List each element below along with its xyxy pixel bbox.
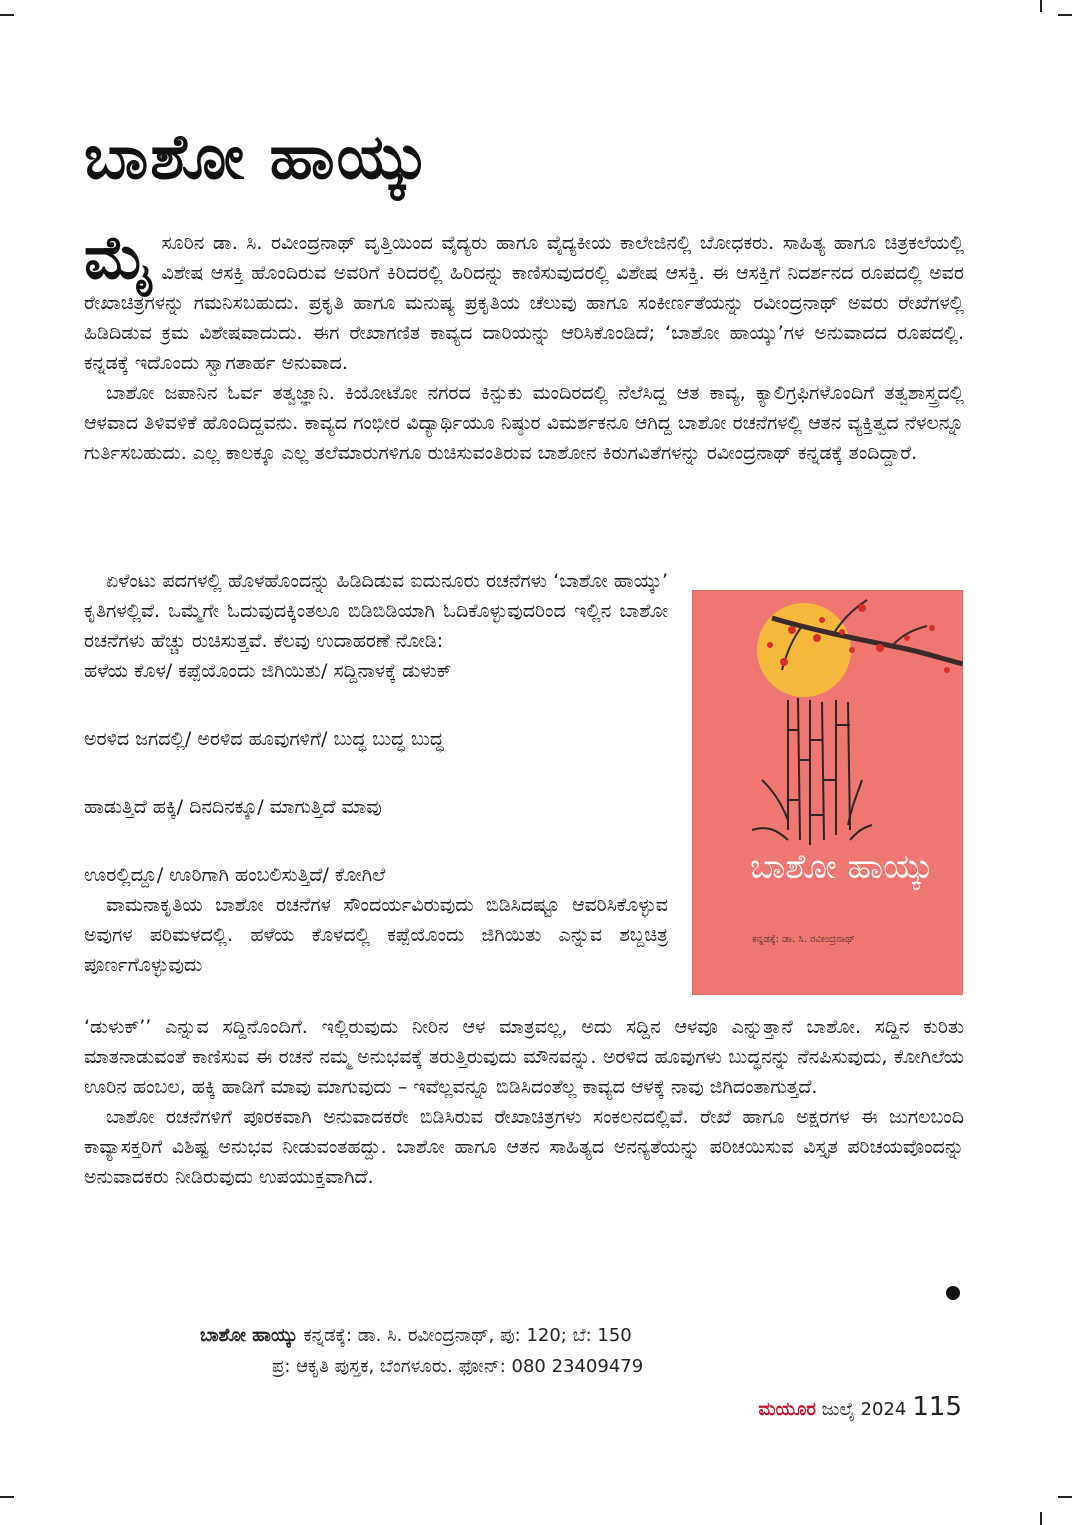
haiku-line: ಹಾಡುತ್ತಿದೆ ಹಕ್ಕಿ/ ದಿನದಿನಕ್ಕೂ/ ಮಾಗುತ್ತಿದೆ ಮಾವು xyxy=(84,796,382,818)
page-number: 115 xyxy=(912,1392,962,1422)
crop-mark xyxy=(0,1496,14,1498)
crop-mark xyxy=(1040,0,1042,12)
crop-mark xyxy=(1040,1512,1042,1525)
credits-line-2: ಪ್ರ: ಆಕೃತಿ ಪುಸ್ತಕ, ಬೆಂಗಳೂರು. ಫೋನ್: 080 23409479 xyxy=(272,1356,644,1377)
crop-mark xyxy=(0,14,14,16)
intro-paragraph xyxy=(84,223,964,468)
cover-author: ಕನ್ನಡಕ್ಕೆ: ಡಾ. ಸಿ. ರವೀಂದ್ರನಾಥ್ xyxy=(752,934,855,945)
paragraph: ‘ಡುಳುಕ್’’ ಎನ್ನುವ ಸದ್ದಿನೊಂದಿಗೆ. ಇಲ್ಲಿರುವುದು ನೀರಿನ ಆಳ ಮಾತ್ರವಲ್ಲ, ಅದು ಸದ್ದಿನ ಆಳವೂ ಎನ್ನುತ್ತಾನೆ ಬಾಶೋ. ಸದ್ದಿನ ಕುರಿತು ಮಾತನಾಡುವಂತೆ ಕಾಣಿಸುವ ಈ ರಚನೆ ನಮ್ಮ ಅನುಭವಕ್ಕೆ ತರುತ್ತಿರುವುದು ಮೌನವನ್ನು. ಅರಳಿದ ಹೂವುಗಳು ಬುದ್ಧನನ್ನು ನೆನಪಿಸುವುದು, ಕೋಗಿಲೆಯ ಊರಿನ ಹಂಬಲ, ಹಕ್ಕಿ ಹಾಡಿಗೆ ಮಾವು ಮಾಗುವುದು – ಇವೆಲ್ಲವನ್ನೂ ಬಿಡಿಸಿದಂತೆಲ್ಲ ಕಾವ್ಯದ ಆಳಕ್ಕೆ ನಾವು ಜಿಗಿದಂತಾಗುತ್ತದೆ. xyxy=(84,1016,964,1098)
paragraph: ಏಳೆಂಟು ಪದಗಳಲ್ಲಿ ಹೊಳಹೊಂದನ್ನು ಹಿಡಿದಿಡುವ ಐದುನೂರು ರಚನೆಗಳು ‘ಬಾಶೋ ಹಾಯ್ಕು’ ಕೃತಿಗಳಲ್ಲಿವೆ. ಒಮ್ಮೆಗೇ ಓದುವುದಕ್ಕಿಂತಲೂ ಬಿಡಿಬಿಡಿಯಾಗಿ ಓದಿಕೊಳ್ಳುವುದರಿಂದ ಇಲ್ಲಿನ ಬಾಶೋ ರಚನೆಗಳು ಹೆಚ್ಚು ರುಚಿಸುತ್ತವೆ. ಕೆಲವು ಉದಾಹರಣೆ ನೋಡಿ: xyxy=(84,570,668,652)
cover-title: ಬಾಶೋ ಹಾಯ್ಕು xyxy=(750,847,934,887)
cover-artwork xyxy=(692,590,963,995)
haiku-line: ಊರಲ್ಲಿದ್ದೂ/ ಊರಿಗಾಗಿ ಹಂಬಲಿಸುತ್ತಿದೆ/ ಕೋಗಿಲೆ xyxy=(84,864,386,886)
drop-cap: ಮೈ xyxy=(84,223,154,293)
crop-mark xyxy=(1058,1496,1072,1498)
issue-date: ಜುಲೈ 2024 xyxy=(815,1399,907,1420)
credits-details: ಕನ್ನಡಕ್ಕೆ: ಡಾ. ಸಿ. ರವೀಂದ್ರನಾಥ್, ಪು: 120; ಬೆ: 150 xyxy=(297,1325,632,1346)
page-footer xyxy=(758,1392,962,1422)
end-mark xyxy=(946,1286,960,1300)
magazine-name: ಮಯೂರ xyxy=(758,1399,816,1420)
book-credits xyxy=(200,1320,900,1382)
paragraph: ವಾಮನಾಕೃತಿಯ ಬಾಶೋ ರಚನೆಗಳ ಸೌಂದರ್ಯವಿರುವುದು ಬಿಡಿಸಿದಷ್ಟೂ ಆವರಿಸಿಕೊಳ್ಳುವ ಅವುಗಳ ಪರಿಮಳದಲ್ಲಿ. ಹಳೆಯ ಕೊಳದಲ್ಲಿ ಕಪ್ಪೆಯೊಂದು ಜಿಗಿಯಿತು ಎನ್ನುವ ಶಬ್ದಚಿತ್ರ ಪೂರ್ಣಗೊಳ್ಳುವುದು xyxy=(84,894,668,976)
haiku-line: ಅರಳಿದ ಜಗದಲ್ಲಿ/ ಅರಳಿದ ಹೂವುಗಳಿಗೆ/ ಬುದ್ಧ ಬುದ್ಧ ಬುದ್ಧ xyxy=(84,728,444,750)
paragraph: ಬಾಶೋ ರಚನೆಗಳಿಗೆ ಪೂರಕವಾಗಿ ಅನುವಾದಕರೇ ಬಿಡಿಸಿರುವ ರೇಖಾಚಿತ್ರಗಳು ಸಂಕಲನದಲ್ಲಿವೆ. ರೇಖೆ ಹಾಗೂ ಅಕ್ಷರಗಳ ಈ ಜುಗಲಬಂದಿ ಕಾವ್ಯಾಸಕ್ತರಿಗೆ ವಿಶಿಷ್ಟ ಅನುಭವ ನೀಡುವಂತಹದ್ದು. ಬಾಶೋ ಹಾಗೂ ಆತನ ಸಾಹಿತ್ಯದ ಅನನ್ಯತೆಯನ್ನು ಪರಿಚಯಿಸುವ ವಿಸ್ತೃತ ಪರಿಚಯವೊಂದನ್ನು ಅನುವಾದಕರು ನೀಡಿರುವುದು ಉಪಯುಕ್ತವಾಗಿದೆ. xyxy=(84,1106,964,1188)
moon-shape xyxy=(757,603,851,697)
intro-text: ಸೂರಿನ ಡಾ. ಸಿ. ರವೀಂದ್ರನಾಥ್ ವೃತ್ತಿಯಿಂದ ವೈದ್ಯರು ಹಾಗೂ ವೈದ್ಯಕೀಯ ಕಾಲೇಜಿನಲ್ಲಿ ಬೋಧಕರು. ಸಾಹಿತ್ಯ ಹಾಗೂ ಚಿತ್ರಕಲೆಯಲ್ಲಿ ವಿಶೇಷ ಆಸಕ್ತಿ ಹೊಂದಿರುವ ಅವರಿಗೆ ಕಿರಿದರಲ್ಲಿ ಹಿರಿದನ್ನು ಕಾಣಿಸುವುದರಲ್ಲಿ ವಿಶೇಷ ಆಸಕ್ತಿ. ಈ ಆಸಕ್ತಿಗೆ ನಿದರ್ಶನದ ರೂಪದಲ್ಲಿ ಅವರ ರೇಖಾಚಿತ್ರಗಳನ್ನು ಗಮನಿಸಬಹುದು. ಪ್ರಕೃತಿ ಹಾಗೂ ಮನುಷ್ಯ ಪ್ರಕೃತಿಯ ಚೆಲುವು ಹಾಗೂ ಸಂಕೀರ್ಣತೆಯನ್ನು ರವೀಂದ್ರನಾಥ್ ಅವರು ರೇಖೆಗಳಲ್ಲಿ ಹಿಡಿದಿಡುವ ಕ್ರಮ ವಿಶೇಷವಾದುದು. ಈಗ ರೇಖಾಗಣಿತ ಕಾವ್ಯದ ದಾರಿಯನ್ನು ಆರಿಸಿಕೊಂಡಿದೆ; ‘ಬಾಶೋ ಹಾಯ್ಕು’ಗಳ ಅನುವಾದದ ರೂಪದಲ್ಲಿ. ಕನ್ನಡಕ್ಕೆ ಇದೊಂದು ಸ್ವಾಗತಾರ್ಹ ಅನುವಾದ. xyxy=(84,232,964,374)
continued-text xyxy=(84,1012,964,1192)
crop-mark xyxy=(1058,14,1072,16)
book-cover-image xyxy=(692,590,963,995)
credits-line-1 xyxy=(200,1320,900,1351)
credits-book-title: ಬಾಶೋ ಹಾಯ್ಕು xyxy=(200,1325,298,1346)
article-title: ಬಾಶೋ ಹಾಯ್ಕು xyxy=(84,120,431,193)
left-column xyxy=(84,566,668,980)
paragraph: ಬಾಶೋ ಜಪಾನಿನ ಓರ್ವ ತತ್ವಜ್ಞಾನಿ. ಕಿಯೋಟೋ ನಗರದ ಕಿನ್ಪುಕು ಮಂದಿರದಲ್ಲಿ ನೆಲೆಸಿದ್ದ ಆತ ಕಾವ್ಯ, ಕ್ಯಾಲಿಗ್ರಫಿಗಳೊಂದಿಗೆ ತತ್ವಶಾಸ್ತ್ರದಲ್ಲಿ ಆಳವಾದ ತಿಳಿವಳಿಕೆ ಹೊಂದಿದ್ದವನು. ಕಾವ್ಯದ ಗಂಭೀರ ವಿದ್ಯಾರ್ಥಿಯೂ ನಿಷ್ಠುರ ವಿಮರ್ಶಕನೂ ಆಗಿದ್ದ ಬಾಶೋ ರಚನೆಗಳಲ್ಲಿ ಆತನ ವ್ಯಕ್ತಿತ್ವದ ನೆಳಲನ್ನೂ ಗುರ್ತಿಸಬಹುದು. ಎಲ್ಲ ಕಾಲಕ್ಕೂ ಎಲ್ಲ ತಲೆಮಾರುಗಳಿಗೂ ರುಚಿಸುವಂತಿರುವ ಬಾಶೋನ ಕಿರುಗವಿತೆಗಳನ್ನು ರವೀಂದ್ರನಾಥ್ ಕನ್ನಡಕ್ಕೆ ತಂದಿದ್ದಾರೆ. xyxy=(84,382,964,464)
haiku-line: ಹಳೆಯ ಕೊಳ/ ಕಪ್ಪೆಯೊಂದು ಜಿಗಿಯಿತು/ ಸದ್ದಿನಾಳಕ್ಕೆ ಡುಳುಕ್ xyxy=(84,660,452,682)
